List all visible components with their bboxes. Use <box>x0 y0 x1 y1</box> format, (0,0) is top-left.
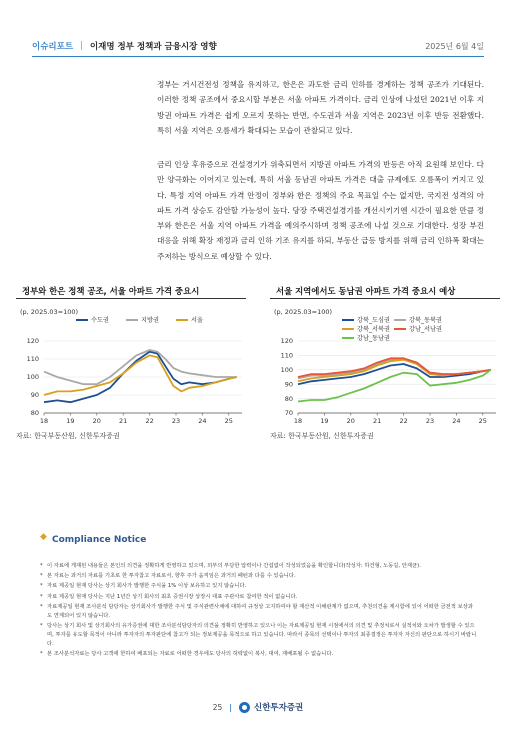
y-tick-label: 90 <box>30 391 39 400</box>
chart-title: 서울 지역에서도 동남권 아파트 가격 중요시 예상 <box>270 283 500 299</box>
legend-label: 강북_동북권 <box>409 317 442 324</box>
page-footer <box>0 697 516 717</box>
chart-panel-2 <box>270 283 500 443</box>
chart-source: 자료: 한국부동산원, 신한투자증권 <box>270 432 374 440</box>
x-tick-label: 25 <box>478 417 487 425</box>
y-unit-label: (p, 2025.03=100) <box>20 308 79 316</box>
y-tick-label: 80 <box>30 409 39 418</box>
page-number: 25 <box>212 702 223 712</box>
y-tick-label: 120 <box>280 337 293 346</box>
legend-label: 강북_도심권 <box>357 317 390 324</box>
report-header <box>32 38 484 54</box>
shinhan-logo-icon <box>239 702 250 713</box>
x-tick-label: 20 <box>346 417 355 425</box>
x-tick-label: 23 <box>425 417 435 425</box>
legend-label: 강남_동남권 <box>357 335 390 342</box>
y-tick-label: 100 <box>280 366 293 374</box>
compliance-item: * 자료 제공일 현재 당사는 상기 회사가 발행한 주식을 1% 이상 보유하고 있지 않습니다. <box>40 582 478 591</box>
compliance-item: * 자료 제공일 현재 당사는 지난 1년간 상기 회사의 최초 증권시장 상장시 대표 주관사로 참여한 적이 없습니다. <box>40 593 478 602</box>
compliance-item: * 자료제공일 현재 조사분석 담당자는 상기회사가 발행한 주식 및 주식관련사채에 대하여 규정상 고지하여야 할 재산적 이해관계가 없으며, 추천의견을 제시함에 있어 어떠한 금전적 보상과도 연계되어 있지 않습니다. <box>40 603 478 621</box>
header-separator: | <box>80 41 83 51</box>
legend-label: 수도권 <box>91 317 109 324</box>
x-tick-label: 19 <box>66 417 75 425</box>
legend-label: 지방권 <box>141 317 159 324</box>
compliance-item: * 본 조사분석자료는 당사 고객에 한하여 배포되는 자료로 어떠한 경우에도 당사의 허락없이 복사, 대여, 재배포될 수 없습니다. <box>40 650 478 659</box>
chart-panel-1 <box>16 283 246 443</box>
y-tick-label: 110 <box>26 355 39 364</box>
x-tick-label: 24 <box>452 417 461 425</box>
x-tick-label: 23 <box>171 417 181 425</box>
y-unit-label: (p, 2025.03=100) <box>274 308 333 316</box>
x-tick-label: 21 <box>119 417 128 425</box>
brand-name: 신한투자증권 <box>254 703 304 713</box>
compliance-list <box>40 562 478 660</box>
notice-icon: ◆ <box>40 532 47 542</box>
x-tick-label: 21 <box>373 417 382 425</box>
y-tick-label: 100 <box>26 373 39 382</box>
x-tick-label: 24 <box>198 417 207 425</box>
compliance-title: Compliance Notice <box>52 535 147 545</box>
compliance-item: * 이 자료에 게재된 내용들은 본인의 의견을 정확하게 반영하고 있으며, 외부의 부당한 압력이나 간섭없이 작성되었음을 확인합니다(작성자: 하건형, 노동길, 안재균). <box>40 562 478 571</box>
x-tick-label: 22 <box>145 417 154 425</box>
compliance-item: * 본 자료는 과거의 자료를 기초로 한 투자참고 자료로서, 향후 주가 움직임은 과거의 패턴과 다를 수 있습니다. <box>40 572 478 581</box>
line-chart-svg <box>270 303 500 431</box>
x-tick-label: 19 <box>320 417 329 425</box>
report-date: 2025년 6월 4일 <box>425 41 484 51</box>
y-tick-label: 70 <box>284 409 293 418</box>
header-divider <box>32 56 484 57</box>
x-tick-label: 22 <box>399 417 408 425</box>
compliance-item: * 당사는 상기 회사 및 상기회사의 유가증권에 대한 조사분석담당자의 의견을 정확히 반영하고 있으나 이는 자료제공일 현재 시점에서의 의견 및 추정치로서 실적치와 오차가 발생할 수 있으며, 투자를 유도할 목적이 아니라 투자자의 투자판단에 참고가 되는 정보제공을 목적으로 하고 있습니다. 따라서 종목의 선택이나 투자의 최종결정은 투자자 자신의 판단으로 하시기 바랍니다. <box>40 622 478 649</box>
chart-source: 자료: 한국부동산원, 신한투자증권 <box>16 432 120 440</box>
series-line <box>298 360 491 382</box>
x-tick-label: 25 <box>224 417 233 425</box>
line-chart-svg <box>16 303 246 431</box>
legend-label: 강남_서남권 <box>409 326 442 333</box>
y-tick-label: 90 <box>284 380 293 389</box>
y-tick-label: 80 <box>284 394 293 403</box>
body-paragraph-2: 금리 인상 후유증으로 건설경기가 위축되면서 지방권 아파트 가격의 반등은 아직 요원해 보인다. 다만 양극화는 이어지고 있는데, 특히 서울 동남권 아파트 가격은 대출 규제에도 오름폭이 커지고 있다. 특정 지역 아파트 가격 안정이 정부와 한은 정책의 주요 목표일 수는 없지만, 국지전 성격의 아파트 가격 상승도 감안할 가능성이 높다. 당장 주택건설경기를 개선시키기엔 시간이 필요한 만큼 정부와 한은은 서울 지역 아파트 가격을 예의주시하며 정책 공조에 나설 것으로 기대한다. 성장 부진 대응을 위해 확장 재정과 금리 인하 기조 유지를 하되, 부동산 급등 방지를 위해 금리 인하폭 확대는 주저하는 방식으로 예상할 수 있다. <box>157 160 484 261</box>
y-tick-label: 120 <box>26 337 39 346</box>
report-title: 이재명 정부 정책과 금융시장 영향 <box>89 42 217 52</box>
footer-separator: | <box>229 702 232 712</box>
body-paragraph-1: 정부는 거시건전성 정책을 유지하고, 한은은 과도한 금리 인하를 경계하는 정책 공조가 기대된다. 이러한 정책 공조에서 중요시할 부분은 서울 아파트 가격이다. 금리 인상에 나섰던 2021년 이후 지방권 아파트 가격은 쉽게 오르지 못하는 반면, 수도권과 서울 지역은 2023년 이후 반등 전환했다. 특히 서울 지역은 오름세가 확대되는 모습이 관찰되고 있다. <box>157 80 484 135</box>
x-tick-label: 18 <box>39 417 49 425</box>
legend-label: 강북_서북권 <box>357 326 390 333</box>
legend-label: 서울 <box>191 317 203 324</box>
x-tick-label: 20 <box>92 417 101 425</box>
x-tick-label: 18 <box>293 417 303 425</box>
series-line <box>44 350 237 384</box>
report-type-label: 이슈리포트 <box>32 42 74 52</box>
chart-title: 정부와 한은 정책 공조, 서울 아파트 가격 중요시 <box>16 283 246 299</box>
y-tick-label: 110 <box>280 351 293 360</box>
